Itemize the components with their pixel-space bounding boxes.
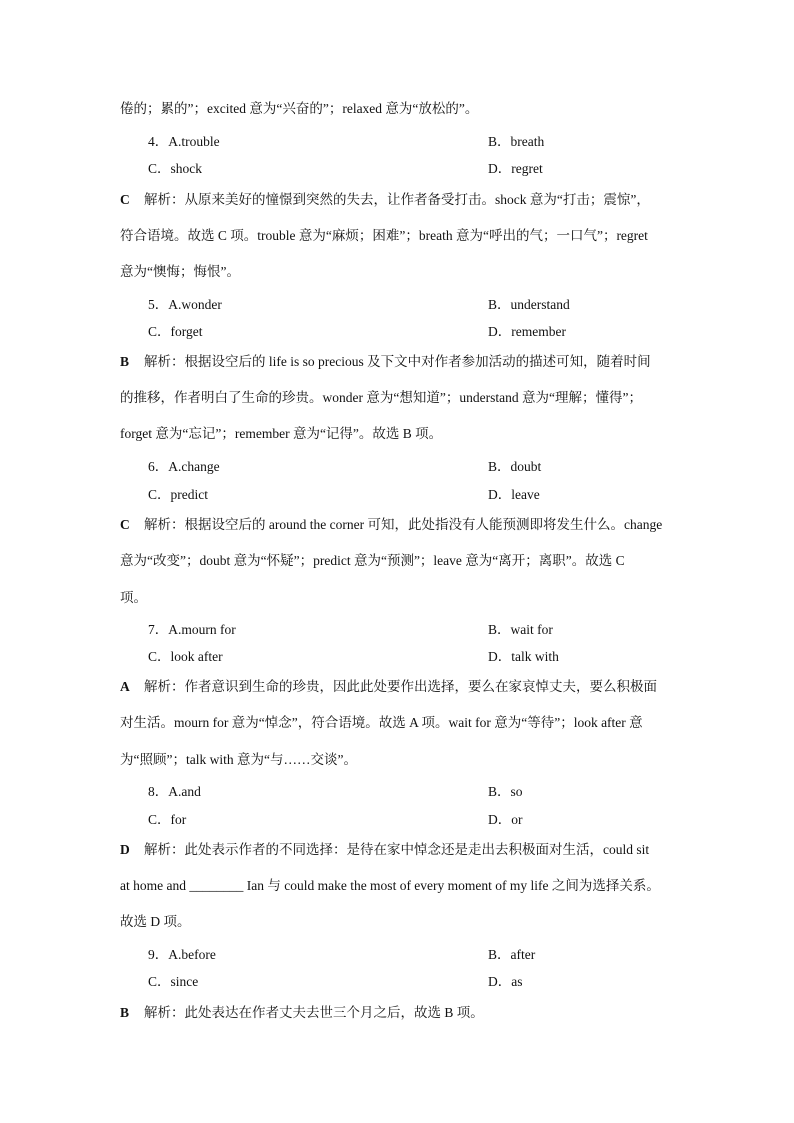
q7-option-c: C．look after: [148, 649, 223, 664]
q5-option-b: B．understand: [488, 297, 570, 312]
q5-answer: B: [120, 354, 130, 369]
q4-explanation-line-2: 符合语境。故选 C 项。trouble 意为“麻烦；困难”；breath 意为“呼出的气；一口气”；regret: [120, 228, 648, 243]
q8-explanation-line-3: 故选 D 项。: [120, 914, 191, 929]
q9-explanation-line-1: B 解析：此处表达在作者丈夫去世三个月之后，故选 B 项。: [120, 1005, 484, 1020]
q6-explanation-line-3: 项。: [120, 590, 147, 605]
q6-option-b: B．doubt: [488, 459, 542, 474]
carryover-line: 倦的；累的”；excited 意为“兴奋的”；relaxed 意为“放松的”。: [120, 101, 479, 116]
q9-option-a: 9．A.before: [148, 947, 216, 962]
q5-option-a: 5．A.wonder: [148, 297, 222, 312]
q5-option-c: C．forget: [148, 324, 203, 339]
q9-option-d: D．as: [488, 974, 523, 989]
q5-explanation-line-1: B 解析：根据设空后的 life is so precious 及下文中对作者参加活动的描述可知，随着时间: [120, 354, 651, 369]
q5-option-d: D．remember: [488, 324, 566, 339]
q4-answer: C: [120, 192, 130, 207]
q4-explanation-line-1: C 解析：从原来美好的憧憬到突然的失去，让作者备受打击。shock 意为“打击；震惊”，: [120, 192, 650, 207]
q8-answer: D: [120, 842, 130, 857]
q7-explanation-line-3: 为“照顾”；talk with 意为“与……交谈”。: [120, 752, 357, 767]
q9-option-c: C．since: [148, 974, 199, 989]
q4-option-a: 4．A.trouble: [148, 134, 220, 149]
q7-explanation-line-2: 对生活。mourn for 意为“悼念”，符合语境。故选 A 项。wait for 意为“等待”；look after 意: [120, 715, 643, 730]
q8-explanation-line-1: D 解析：此处表示作者的不同选择：是待在家中悼念还是走出去积极面对生活，could sit: [120, 842, 650, 857]
q6-option-c: C．predict: [148, 487, 208, 502]
q6-explanation-line-2: 意为“改变”；doubt 意为“怀疑”；predict 意为“预测”；leave 意为“离开；离职”。故选 C: [120, 553, 625, 568]
q8-option-d: D．or: [488, 812, 523, 827]
q8-option-a: 8．A.and: [148, 784, 201, 799]
q7-option-d: D．talk with: [488, 649, 559, 664]
q9-answer: B: [120, 1005, 130, 1020]
q6-answer: C: [120, 517, 130, 532]
q4-option-d: D．regret: [488, 161, 543, 176]
q7-answer: A: [120, 679, 130, 694]
q5-explanation-line-3: forget 意为“忘记”；remember 意为“记得”。故选 B 项。: [120, 426, 443, 441]
q4-option-c: C．shock: [148, 161, 202, 176]
q8-explanation-line-2: at home and ________ Ian 与 could make the most of every moment of my life 之间为选择关系。: [120, 878, 660, 893]
q5-explanation-line-2: 的推移，作者明白了生命的珍贵。wonder 意为“想知道”；understand 意为“理解；懂得”；: [120, 390, 642, 405]
q6-option-a: 6．A.change: [148, 459, 220, 474]
q4-option-b: B．breath: [488, 134, 545, 149]
q6-explanation-line-1: C 解析：根据设空后的 around the corner 可知，此处指没有人能预测即将发生什么。change: [120, 517, 663, 532]
q9-option-b: B．after: [488, 947, 536, 962]
q7-explanation-line-1: A 解析：作者意识到生命的珍贵，因此此处要作出选择，要么在家哀悼丈夫，要么积极面: [120, 679, 657, 694]
q8-option-c: C．for: [148, 812, 187, 827]
q6-option-d: D．leave: [488, 487, 540, 502]
q8-option-b: B．so: [488, 784, 523, 799]
q4-explanation-line-3: 意为“懊悔；悔恨”。: [120, 264, 240, 279]
q7-option-b: B．wait for: [488, 622, 553, 637]
q7-option-a: 7．A.mourn for: [148, 622, 236, 637]
